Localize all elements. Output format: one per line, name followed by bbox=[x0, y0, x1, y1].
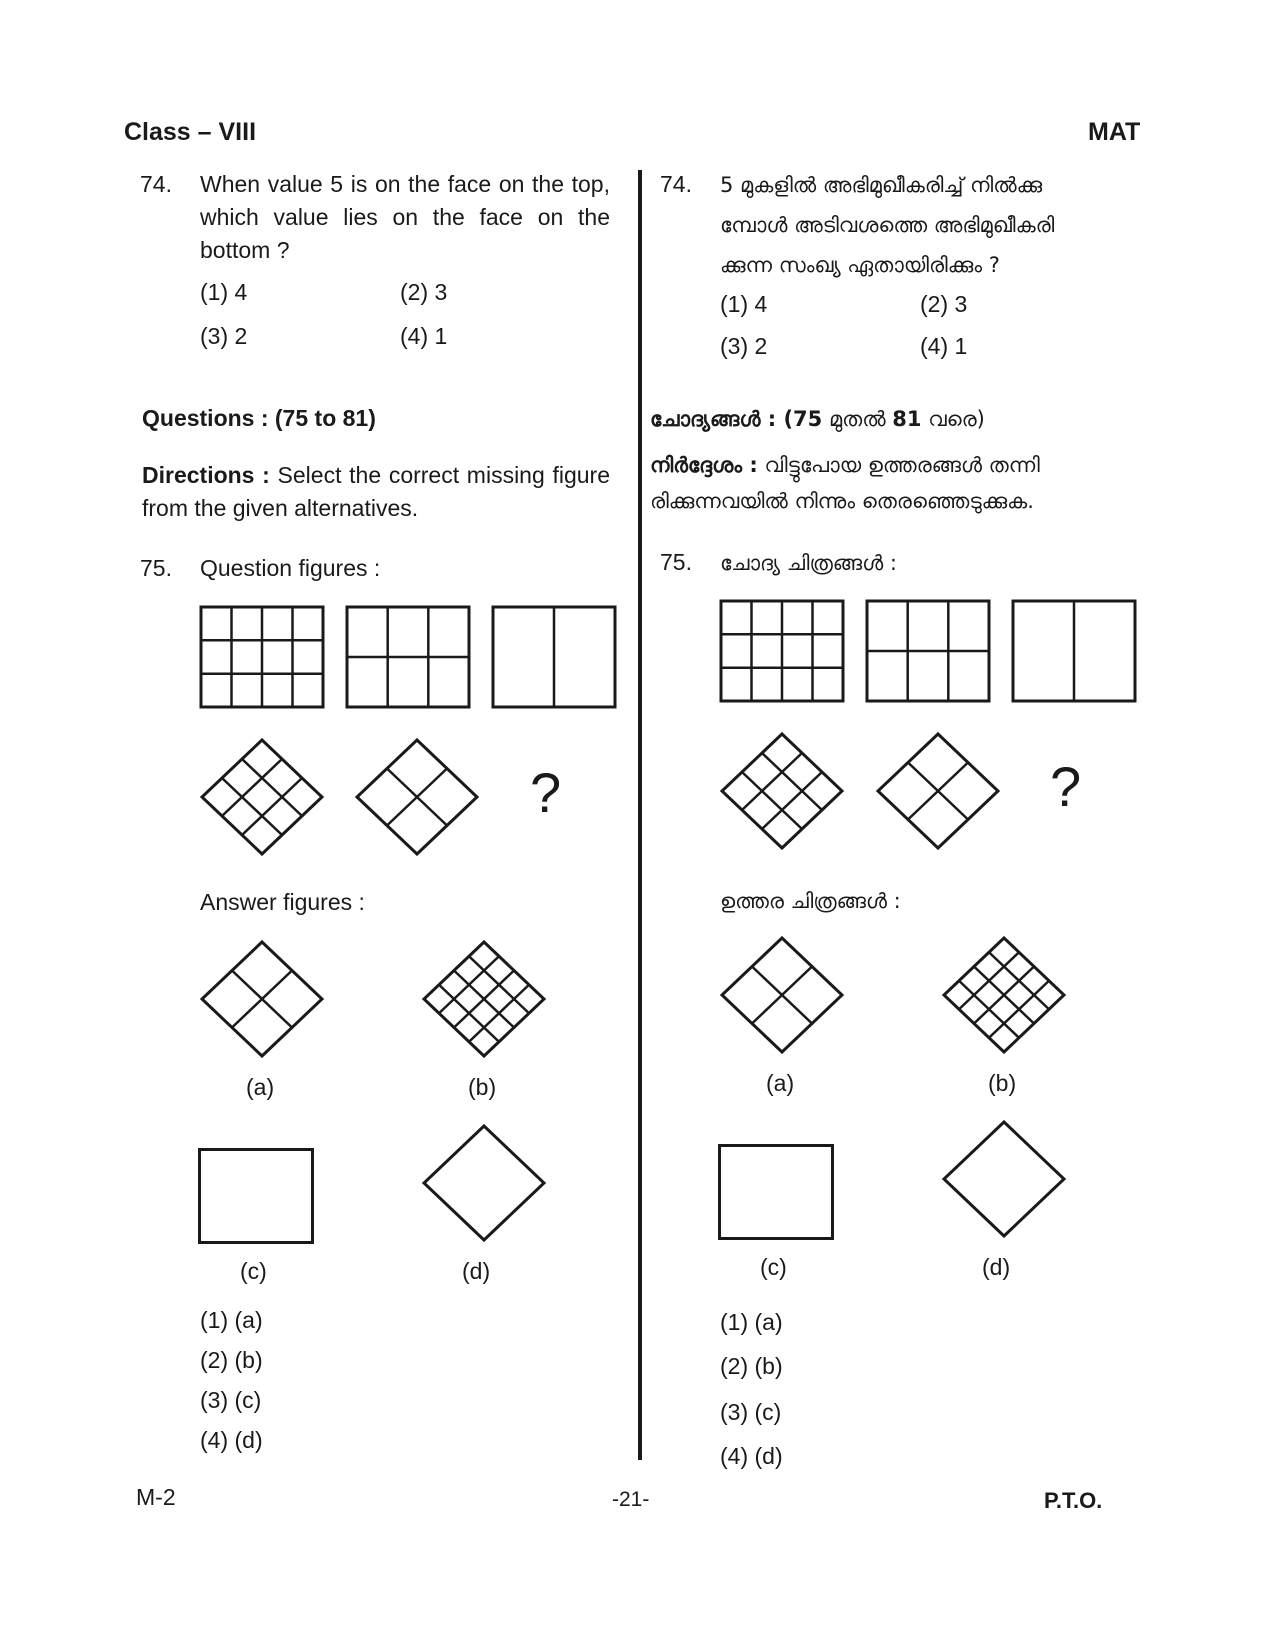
question-figure-grid-3x4 bbox=[200, 606, 324, 708]
q74-text: When value 5 is on the face on the top, which value lies on the face on the bottom ? bbox=[200, 171, 610, 263]
answer-figure-d bbox=[422, 1124, 546, 1242]
ml-answer-figure-a bbox=[720, 936, 844, 1054]
q74-number: 74. bbox=[140, 171, 172, 197]
ml-q75-option-2: (2) (b) bbox=[720, 1353, 783, 1379]
ml-answer-figure-c bbox=[718, 1144, 834, 1240]
answer-figure-b-label: (b) bbox=[468, 1074, 497, 1100]
ml-answer-figure-b bbox=[942, 936, 1066, 1054]
ml-section-heading bbox=[650, 400, 985, 438]
ml-q74-option-1: (1) 4 bbox=[720, 291, 768, 317]
missing-figure-question-mark: ? bbox=[530, 761, 562, 824]
answer-figure-b bbox=[422, 940, 546, 1058]
class-label: Class – VIII bbox=[124, 118, 257, 146]
ml-answer-figure-d-label: (d) bbox=[982, 1254, 1011, 1280]
ml-question-figure-diamond-3x3 bbox=[720, 732, 844, 850]
ml-q74-line-1: 5 മുകളിൽ അഭിമുഖീകരിച്ച് നിൽക്കു bbox=[720, 173, 1043, 197]
answer-figure-a-label: (a) bbox=[246, 1074, 275, 1100]
q75-number: 75. bbox=[140, 555, 172, 581]
question-figure-diamond-3x3 bbox=[200, 738, 324, 856]
ml-directions-text-1: വിട്ടുപോയ ഉത്തരങ്ങൾ തന്നി bbox=[764, 453, 1040, 477]
ml-q75-option-4: (4) (d) bbox=[720, 1443, 783, 1469]
q74-option-2: (2) 3 bbox=[400, 279, 448, 305]
directions-label: Directions : bbox=[142, 462, 270, 488]
answer-figure-c-label: (c) bbox=[240, 1258, 267, 1284]
subject-label: MAT bbox=[1088, 118, 1141, 146]
ml-section-heading-part-1: ചോദ്യങ്ങൾ : (75 bbox=[650, 407, 823, 431]
page-number: -21- bbox=[612, 1488, 650, 1511]
ml-q74-line-2: മ്പോൾ അടിവശത്തെ അഭിമുഖീകരി bbox=[720, 213, 1055, 237]
ml-section-heading-part-2: മുതൽ bbox=[828, 407, 886, 431]
answer-figure-c bbox=[198, 1148, 314, 1244]
ml-section-heading-part-4: വരെ) bbox=[928, 407, 985, 431]
column-divider bbox=[638, 170, 642, 1460]
ml-q74-option-3: (3) 2 bbox=[720, 333, 768, 359]
question-figures-label: Question figures : bbox=[200, 555, 381, 581]
ml-missing-figure-question-mark: ? bbox=[1050, 755, 1082, 818]
answer-figure-a bbox=[200, 940, 324, 1058]
section-heading: Questions : (75 to 81) bbox=[142, 405, 376, 431]
question-figure-grid-1x2 bbox=[492, 606, 616, 708]
ml-q74-line-3: ക്കുന്ന സംഖ്യ ഏതായിരിക്കും ? bbox=[720, 253, 1000, 277]
question-figure-grid-2x3 bbox=[346, 606, 470, 708]
ml-q74-option-4: (4) 1 bbox=[920, 333, 968, 359]
ml-q75-option-3: (3) (c) bbox=[720, 1399, 782, 1425]
directions bbox=[142, 459, 610, 525]
q75-option-4: (4) (d) bbox=[200, 1427, 263, 1453]
ml-answer-figure-c-label: (c) bbox=[760, 1254, 787, 1280]
q74-option-1: (1) 4 bbox=[200, 279, 248, 305]
ml-answer-figure-b-label: (b) bbox=[988, 1070, 1017, 1096]
question-figure-diamond-2x2 bbox=[355, 738, 479, 856]
q74-option-3: (3) 2 bbox=[200, 323, 248, 349]
ml-question-figure-grid-1x2 bbox=[1012, 600, 1136, 702]
ml-question-figures-label: ചോദ്യ ചിത്രങ്ങൾ : bbox=[720, 551, 897, 575]
q74-option-4: (4) 1 bbox=[400, 323, 448, 349]
ml-q75-option-1: (1) (a) bbox=[720, 1309, 783, 1335]
ml-answer-figure-a-label: (a) bbox=[766, 1070, 795, 1096]
ml-q74-number: 74. bbox=[660, 171, 692, 197]
directions-text: Select the correct missing figure from the given alternatives. bbox=[142, 462, 610, 521]
q75-option-1: (1) (a) bbox=[200, 1307, 263, 1333]
ml-directions-label: നിർദ്ദേശം : bbox=[650, 453, 758, 477]
ml-q75-number: 75. bbox=[660, 549, 692, 575]
ml-question-figure-grid-2x3 bbox=[866, 600, 990, 702]
ml-directions-line-1 bbox=[650, 446, 1040, 484]
ml-answer-figures-label: ഉത്തര ചിത്രങ്ങൾ : bbox=[720, 889, 901, 913]
ml-directions-line-2: രിക്കുന്നവയിൽ നിന്നും തെരഞ്ഞെടുക്കുക. bbox=[650, 489, 1034, 513]
answer-figures-label: Answer figures : bbox=[200, 889, 365, 915]
q75-option-3: (3) (c) bbox=[200, 1387, 262, 1413]
q75-option-2: (2) (b) bbox=[200, 1347, 263, 1373]
ml-answer-figure-d bbox=[942, 1120, 1066, 1238]
ml-q74-option-2: (2) 3 bbox=[920, 291, 968, 317]
pto-label: P.T.O. bbox=[1044, 1488, 1103, 1513]
ml-question-figure-diamond-2x2 bbox=[876, 732, 1000, 850]
ml-question-figure-grid-3x4 bbox=[720, 600, 844, 702]
answer-figure-d-label: (d) bbox=[462, 1258, 491, 1284]
footer-code: M-2 bbox=[136, 1484, 176, 1510]
ml-section-heading-part-3: 81 bbox=[892, 407, 922, 431]
